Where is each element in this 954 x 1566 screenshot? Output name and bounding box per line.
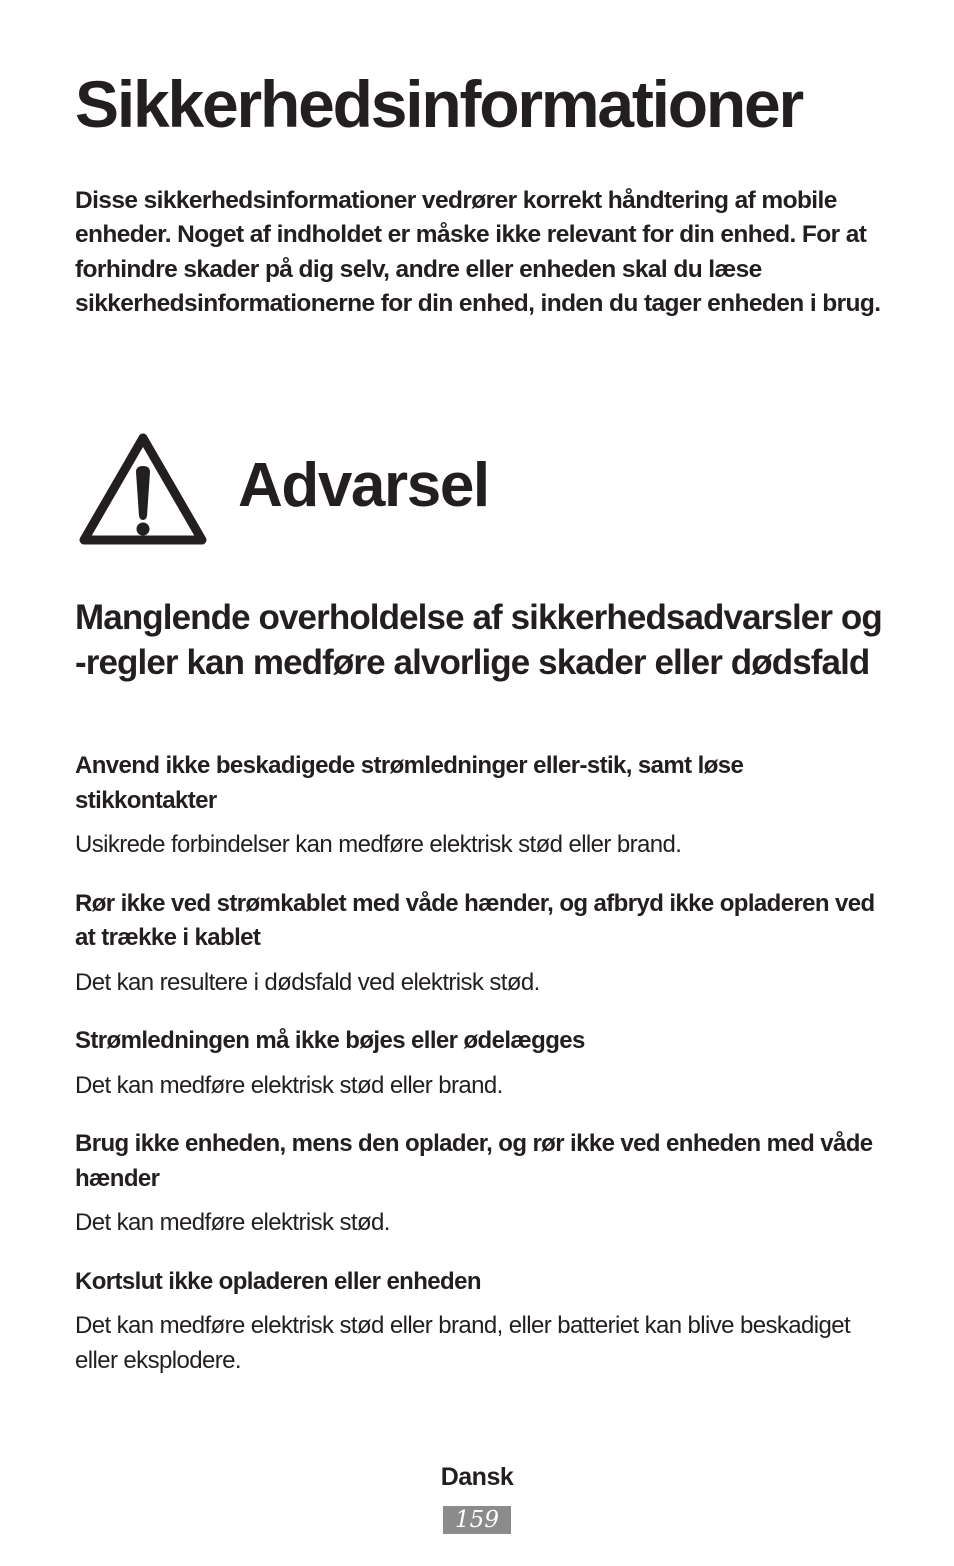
safety-items-list [75,749,890,1402]
safety-item-body: Usikrede forbindelser kan medføre elektrisk stød eller brand. [75,831,682,858]
safety-item [75,1265,890,1379]
safety-item-title: Brug ikke enheden, mens den oplader, og rør ikke ved enheden med våde hænder [75,1130,873,1192]
safety-item-body: Det kan medføre elektrisk stød eller brand. [75,1071,503,1099]
safety-item [75,1127,890,1241]
page-title: Sikkerhedsinformationer [75,67,802,141]
safety-item [75,887,890,1001]
warning-heading: Advarsel [238,451,489,520]
page-number-badge: 159 [443,1506,511,1534]
footer-language: Dansk [440,1463,514,1491]
safety-item-title: Rør ikke ved strømkablet med våde hænder, og afbryd ikke opladeren ved at trække i kablet [75,889,875,951]
safety-item-title: Kortslut ikke opladeren eller enheden [75,1267,481,1295]
intro-paragraph: Disse sikkerhedsinformationer vedrører korrekt håndtering af mobile enheder. Noget af indholdet er måske ikke relevant for din enhed. For at forhindre skader på dig selv, andre eller enheden skal du læse sikkerhedsinformationerne for din enhed, inden du tager enheden i brug. [75,187,881,318]
safety-item-body: Det kan resultere i dødsfald ved elektrisk stød. [75,968,540,996]
section-heading: Manglende overholdelse af sikkerhedsadvarsler og -regler kan medføre alvorlige skader eller dødsfald [75,598,882,682]
safety-item-title: Anvend ikke beskadigede strømledninger eller-stik, samt løse stikkontakter [75,752,744,814]
safety-item [75,749,890,863]
safety-item-body: Det kan medføre elektrisk stød eller brand, eller batteriet kan blive beskadiget eller eksplodere. [75,1312,851,1374]
warning-triangle-icon [74,428,212,550]
safety-item-body: Det kan medføre elektrisk stød. [75,1209,390,1236]
safety-item-title: Strømledningen må ikke bøjes eller ødelægges [75,1027,585,1054]
safety-item [75,1024,890,1103]
